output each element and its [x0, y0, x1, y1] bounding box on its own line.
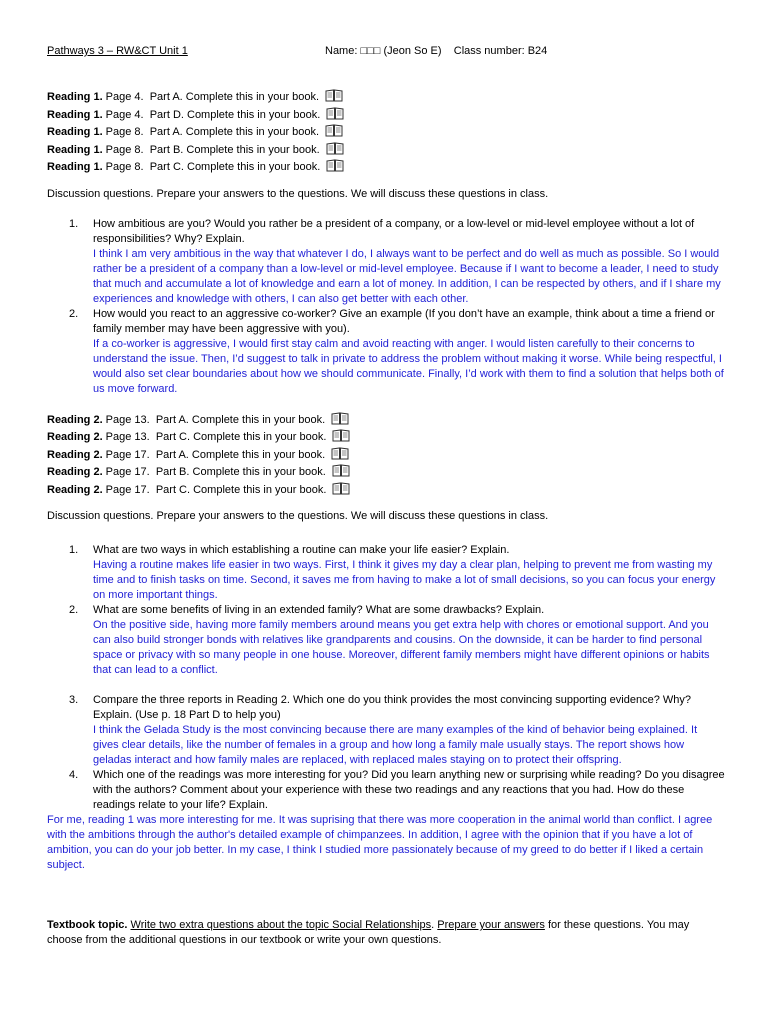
- reading-label: Reading 2.: [47, 431, 103, 443]
- question-item: [47, 603, 725, 678]
- reading-task: [47, 412, 725, 430]
- reading-label: Reading 2.: [47, 448, 103, 461]
- discussion-questions-2: [47, 543, 725, 813]
- reading-task: [47, 464, 725, 482]
- question-number: 2.: [69, 604, 79, 616]
- question-number: 3.: [69, 694, 79, 706]
- topic-instruction: Prepare your answers: [437, 919, 545, 931]
- question-number: 4.: [69, 769, 79, 781]
- reading-text: Page 8. Part B. Complete this in your book.: [102, 143, 323, 156]
- open-book-icon: [326, 159, 344, 172]
- reading-text: Page 8. Part C. Complete this in your book.: [102, 161, 324, 173]
- reading-task: [47, 142, 725, 160]
- reading-label: Reading 2.: [47, 483, 103, 496]
- reading-text: Page 4. Part D. Complete this in your book.: [102, 108, 324, 121]
- reading-task: [47, 429, 725, 447]
- textbook-topic: [47, 918, 725, 948]
- topic-separator: .: [431, 919, 438, 931]
- spacer: [47, 678, 725, 693]
- topic-text: for these questions. You may choose from the additional questions in our textbook or write your own questions.: [47, 919, 690, 946]
- reading-text: Page 17. Part A. Complete this in your book.: [102, 448, 329, 461]
- reading-task: [47, 124, 725, 142]
- reading-label: Reading 1.: [47, 143, 103, 156]
- reading-text: Page 17. Part C. Complete this in your book.: [102, 483, 330, 496]
- question-item: [47, 693, 725, 768]
- reading-task: [47, 107, 725, 125]
- question-number: 1.: [69, 217, 79, 230]
- question-text: What are some benefits of living in an extended family? What are some drawbacks? Explain.: [93, 604, 545, 616]
- reading-text: Page 17. Part B. Complete this in your book.: [102, 466, 329, 478]
- reading-text: Page 8. Part A. Complete this in your book.: [102, 126, 323, 138]
- open-book-icon: [326, 142, 344, 155]
- open-book-icon: [325, 89, 343, 102]
- answer-text[interactable]: I think I am very ambitious in the way that whatever I do, I always want to be perfect and do well as much as possible. So I would rather be a president of a company than a low-level or mid-level employee. Because if I want to become a leader, I need to study that much and accumulate a lot of knowledge and earn a lot of money. In addition, I can be respected by others, and if I share my experiences and knowledge with others, I can also get better with each other.: [93, 247, 721, 305]
- open-book-icon: [332, 464, 350, 477]
- reading-task: [47, 482, 725, 500]
- question-item: [47, 543, 725, 603]
- open-book-icon: [325, 124, 343, 137]
- answer-text[interactable]: Having a routine makes life easier in two ways. First, I think it gives my day a clear plan, helping to prevent me from wasting my time and to finish tasks on time. Second, it saves me from having to make a lot of small decisions, so you can focus your energy on more important things.: [93, 559, 716, 601]
- reading-text: Page 4. Part A. Complete this in your book.: [102, 91, 323, 103]
- reading-task: [47, 447, 725, 465]
- reading-label: Reading 2.: [47, 413, 103, 426]
- question-text: What are two ways in which establishing a routine can make your life easier? Explain.: [93, 544, 510, 556]
- reading-text: Page 13. Part A. Complete this in your book.: [102, 413, 329, 426]
- discussion-questions-1: [47, 217, 725, 397]
- question-text: Which one of the readings was more interesting for you? Did you learn anything new or surprising while reading? Do you disagree with the authors? Comment about your experience with these two readings and any reactions that you had. How do these readings relate to your life? Explain.: [93, 769, 725, 811]
- question-text: How ambitious are you? Would you rather be a president of a company, or a low-level or mid-level employee without a lot of responsibilities? Why? Explain.: [93, 217, 695, 245]
- question-item: [47, 768, 725, 813]
- student-name-line: Name: □□□ (Jeon So E) Class number: B24: [325, 45, 548, 57]
- course-title: Pathways 3 – RW&CT Unit 1: [47, 45, 188, 57]
- document-page: [47, 44, 725, 948]
- question-item: [47, 307, 725, 397]
- discussion-intro: Discussion questions. Prepare your answers to the questions. We will discuss these questions in class.: [47, 510, 549, 522]
- answer-text[interactable]: For me, reading 1 was more interesting for me. It was suprising that there was more cooperation in the animal world than conflict. I agree with the ambitions through the author's detailed example of chimpanzees. In addition, I agree with the opinion that if you have a lot of ambition, you can do your job better. In my case, I think I studied more passionately because of my greed to do better if I liked a certain subject.: [47, 814, 713, 871]
- question-number: 1.: [69, 544, 79, 556]
- reading-label: Reading 1.: [47, 108, 103, 121]
- reading-1-tasks: [47, 89, 725, 177]
- answer-text[interactable]: I think the Gelada Study is the most convincing because there are many examples of the kind of behavior being explained. It gives clear details, like the number of females in a group and how long a family male usually stays. The report shows how geladas interact and how family males are replaced, with replaced males staying on to protect their offspring.: [93, 724, 698, 766]
- reading-task: [47, 159, 725, 177]
- answer-text[interactable]: On the positive side, having more family members around means you get extra help with chores or emotional support. And you can also build stronger bonds with relatives like grandparents and cousins. On the downside, it can be harder to find personal space or privacy with so many people in one house. Moreover, different family members might have different opinions or habits that can lead to a conflict.: [93, 619, 710, 676]
- topic-instruction: Write two extra questions about the topic Social Relationships: [130, 919, 432, 931]
- open-book-icon: [332, 482, 350, 495]
- discussion-intro: Discussion questions. Prepare your answers to the questions. We will discuss these questions in class.: [47, 187, 549, 200]
- open-book-icon: [332, 429, 350, 442]
- open-book-icon: [331, 412, 349, 425]
- reading-label: Reading 2.: [47, 466, 103, 478]
- reading-task: [47, 89, 725, 107]
- reading-label: Reading 1.: [47, 126, 103, 138]
- question-text: How would you react to an aggressive co-worker? Give an example (If you don’t have an example, think about a time a friend or family member may have been aggressive with you).: [93, 307, 715, 335]
- open-book-icon: [331, 447, 349, 460]
- reading-label: Reading 1.: [47, 161, 103, 173]
- topic-label: Textbook topic.: [47, 919, 128, 931]
- reading-2-tasks: [47, 412, 725, 500]
- question-item: [47, 217, 725, 307]
- reading-text: Page 13. Part C. Complete this in your book.: [102, 431, 330, 443]
- question-number: 2.: [69, 307, 79, 320]
- answer-text[interactable]: If a co-worker is aggressive, I would first stay calm and avoid reacting with anger. I would listen carefully to their concerns to understand the issue. Then, I’d suggest to talk in private to address the problem without making it worse. While being respectful, I would also set clear boundaries about how we should communicate. Finally, I’d work with them to find a solution that helps both of us move forward.: [93, 337, 724, 395]
- open-book-icon: [326, 107, 344, 120]
- question-text: Compare the three reports in Reading 2. Which one do you think provides the most convincing supporting evidence? Why? Explain. (Use p. 18 Part D to help you): [93, 694, 692, 721]
- document-header: [47, 44, 725, 59]
- reading-label: Reading 1.: [47, 91, 103, 103]
